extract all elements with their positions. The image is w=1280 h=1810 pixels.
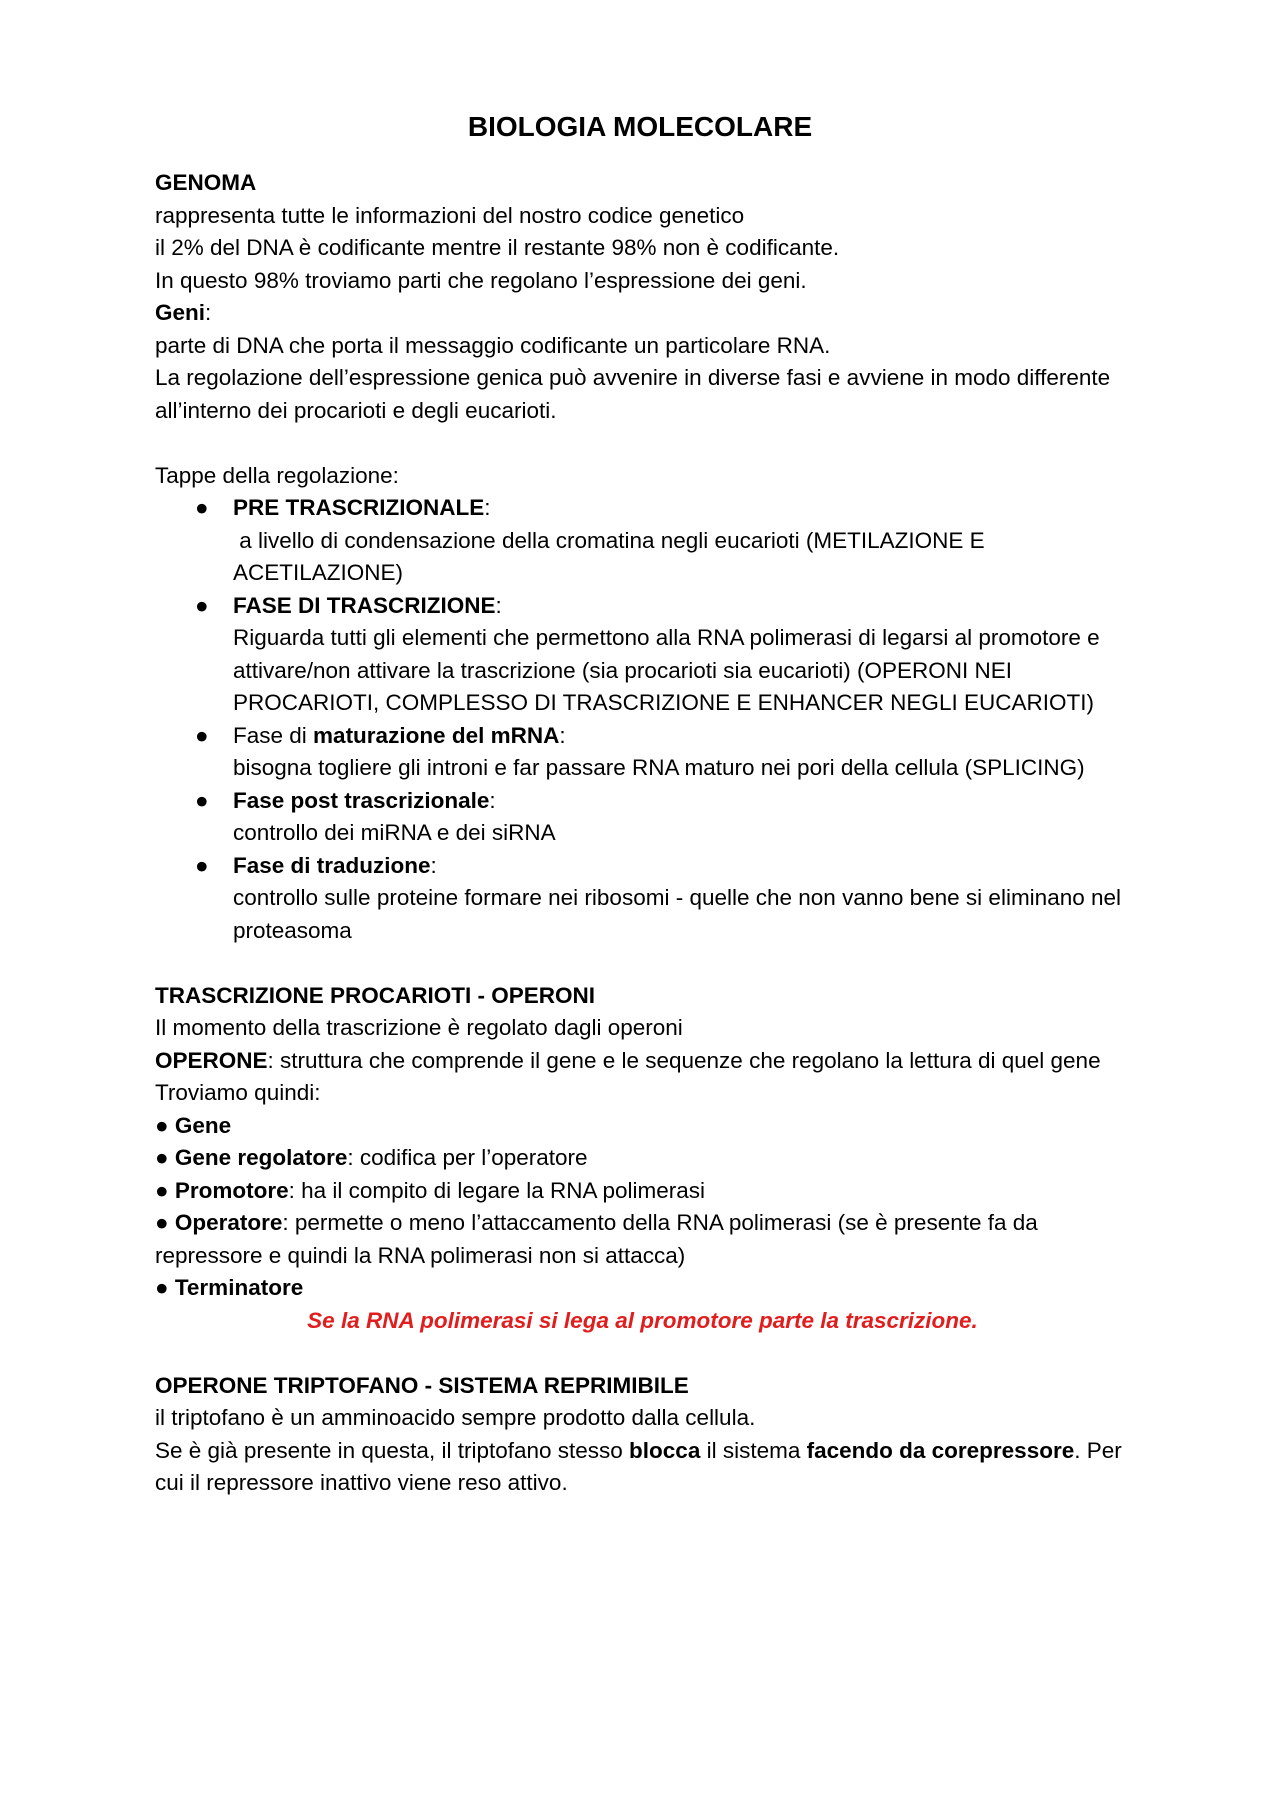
operone-definition-text: : struttura che comprende il gene e le sequenze che regolano la lettura di quel gene: [267, 1047, 1101, 1073]
item-colon: :: [495, 592, 502, 618]
item-title: Gene: [174, 1112, 232, 1138]
operone-term: OPERONE: [155, 1047, 268, 1073]
section-genoma: [155, 167, 1140, 427]
list-item: [155, 1175, 1140, 1208]
bold-run: blocca: [629, 1437, 701, 1463]
list-item: [155, 785, 1140, 850]
item-title: Fase post trascrizionale: [233, 787, 490, 813]
paragraph-line: il 2% del DNA è codificante mentre il restante 98% non è codificante.: [155, 235, 840, 260]
item-title: Gene regolatore: [174, 1145, 348, 1170]
item-colon: :: [559, 722, 566, 748]
bold-run: facendo da corepressore: [806, 1437, 1075, 1463]
heading-operoni: TRASCRIZIONE PROCARIOTI - OPERONI: [155, 982, 596, 1008]
item-title: Operatore: [174, 1210, 283, 1235]
item-title: maturazione del mRNA: [313, 722, 560, 748]
item-description: bisogna togliere gli introni e far passare RNA maturo nei pori della cellula (SPLICING): [233, 755, 1085, 780]
item-title: FASE DI TRASCRIZIONE: [233, 592, 496, 618]
list-item: [155, 720, 1140, 785]
paragraph-line: In questo 98% troviamo parti che regolano l’espressione dei geni.: [155, 267, 807, 293]
bullet-icon: ●: [195, 852, 209, 878]
item-title: Fase di traduzione: [233, 852, 431, 878]
item-description: controllo dei miRNA e dei siRNA: [233, 820, 556, 845]
geni-label: Geni: [155, 300, 206, 325]
paragraph-line: il triptofano è un amminoacido sempre prodotto dalla cellula.: [155, 1405, 756, 1430]
item-description: a livello di condensazione della cromatina negli eucarioti (METILAZIONE E ACETILAZIONE): [233, 527, 990, 585]
geni-colon: :: [205, 300, 212, 325]
paragraph-line: La regolazione dell’espressione genica può avvenire in diverse fasi e avviene in modo differente all’interno dei procarioti e degli eucarioti.: [155, 365, 1111, 423]
item-description: Riguarda tutti gli elementi che permettono alla RNA polimerasi di legarsi al promotore e attivare/non attivare la trascrizione (sia procarioti sia eucarioti) (OPERONI NEI PROCARIOTI, COMPLESSO DI TRASCRIZIONE E ENHANCER NEGLI EUCARIOTI): [233, 625, 1100, 715]
list-item: [155, 850, 1140, 948]
section-triptofano: [155, 1370, 1140, 1500]
item-title: PRE TRASCRIZIONALE: [233, 495, 485, 520]
paragraph-line: [155, 1435, 1140, 1500]
bullet-icon: ●: [195, 722, 209, 748]
tappe-list: [155, 492, 1140, 947]
list-item: [155, 1142, 1140, 1175]
list-item: [155, 492, 1140, 590]
item-colon: :: [489, 787, 496, 813]
heading-genoma: GENOMA: [155, 170, 257, 195]
item-colon: :: [484, 495, 491, 520]
item-description: controllo sulle proteine formare nei ribosomi - quelle che non vanno bene si eliminano nel proteasoma: [233, 885, 1122, 943]
heading-triptofano: OPERONE TRIPTOFANO - SISTEMA REPRIMIBILE: [155, 1372, 689, 1398]
page-title: BIOLOGIA MOLECOLARE: [467, 111, 813, 142]
list-item: [155, 1272, 1140, 1305]
operone-definition: [155, 1045, 1140, 1078]
item-prefix: Fase di: [233, 722, 314, 748]
item-text: : permette o meno l’attaccamento della RNA polimerasi (se è presente fa da repressore e quindi la RNA polimerasi non si attacca): [155, 1210, 1038, 1268]
item-title: Terminatore: [174, 1275, 304, 1300]
bullet-icon: ●: [155, 1275, 175, 1300]
bullet-icon: ●: [155, 1145, 175, 1170]
tappe-intro: Tappe della regolazione:: [155, 462, 399, 488]
paragraph-line: Troviamo quindi:: [155, 1080, 321, 1105]
bullet-icon: ●: [195, 592, 209, 618]
section-tappe: [155, 460, 1140, 948]
bullet-icon: ●: [155, 1112, 175, 1138]
item-text: : codifica per l’operatore: [347, 1145, 588, 1170]
highlight-note: Se la RNA polimerasi si lega al promotore parte la trascrizione.: [307, 1307, 978, 1333]
item-title: Promotore: [174, 1177, 289, 1203]
item-colon: :: [430, 852, 437, 878]
bullet-icon: ●: [195, 495, 209, 520]
list-item: [155, 590, 1140, 720]
item-text: : ha il compito di legare la RNA polimerasi: [288, 1177, 706, 1203]
text-run: . Per cui il repressore inattivo viene reso attivo.: [155, 1437, 1122, 1495]
bullet-icon: ●: [155, 1210, 175, 1235]
section-operoni: [155, 980, 1140, 1338]
paragraph-line: Il momento della trascrizione è regolato dagli operoni: [155, 1015, 683, 1040]
list-item: [155, 1207, 1140, 1272]
geni-label-line: [155, 297, 1140, 330]
text-run: il sistema: [700, 1437, 807, 1463]
paragraph-line: rappresenta tutte le informazioni del nostro codice genetico: [155, 202, 745, 228]
list-item: [155, 1110, 1140, 1143]
bullet-icon: ●: [195, 787, 209, 813]
text-run: Se è già presente in questa, il triptofano stesso: [155, 1437, 630, 1463]
bullet-icon: ●: [155, 1177, 175, 1203]
paragraph-line: parte di DNA che porta il messaggio codificante un particolare RNA.: [155, 332, 831, 358]
